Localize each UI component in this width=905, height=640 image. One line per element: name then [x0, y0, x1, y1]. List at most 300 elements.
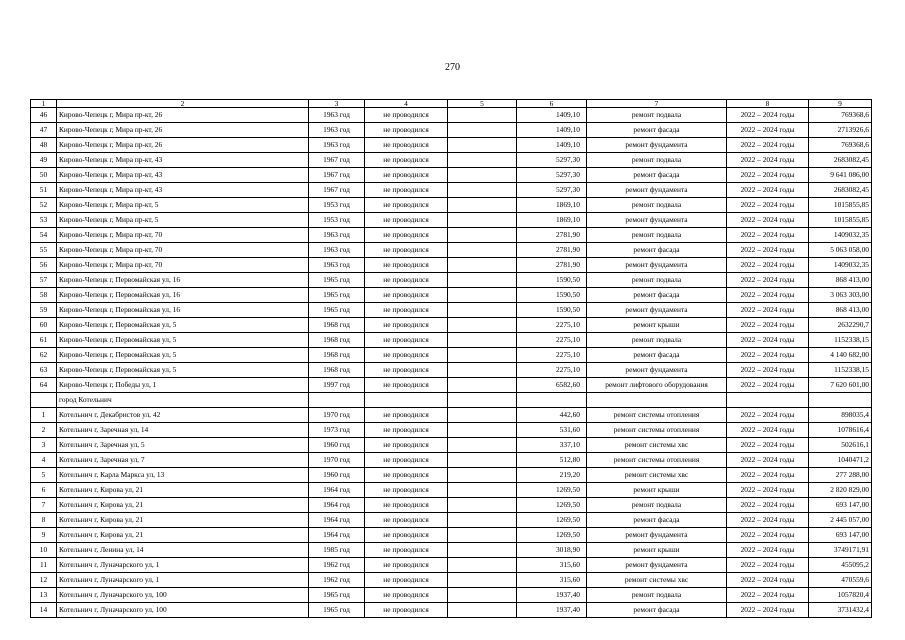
work-type-cell: ремонт фасада — [587, 603, 727, 618]
row-number-cell: 7 — [31, 498, 57, 513]
construction-year-cell: 1964 год — [309, 513, 365, 528]
construction-year-cell: 1960 год — [309, 468, 365, 483]
cost-cell: 1078616,4 — [809, 423, 872, 438]
area-cell: 6582,60 — [517, 378, 587, 393]
construction-year-cell: 1997 год — [309, 378, 365, 393]
period-cell: 2022 – 2024 годы — [727, 198, 809, 213]
address-cell: Кирово-Чепецк г, Мира пр-кт, 43 — [57, 153, 309, 168]
col-5-cell — [448, 228, 517, 243]
col-5-cell — [448, 558, 517, 573]
work-type-cell: ремонт подвала — [587, 228, 727, 243]
last-repair-cell: не проводился — [365, 543, 448, 558]
col-5-cell — [448, 333, 517, 348]
row-number-cell: 63 — [31, 363, 57, 378]
table-row — [31, 438, 872, 453]
period-cell: 2022 – 2024 годы — [727, 468, 809, 483]
construction-year-cell: 1967 год — [309, 183, 365, 198]
area-cell: 1590,50 — [517, 288, 587, 303]
section-header-row — [31, 393, 872, 408]
area-cell: 2781,90 — [517, 258, 587, 273]
table-row — [31, 273, 872, 288]
construction-year-cell: 1968 год — [309, 363, 365, 378]
work-type-cell: ремонт подвала — [587, 198, 727, 213]
row-number-cell: 8 — [31, 513, 57, 528]
col-5-cell — [448, 543, 517, 558]
area-cell: 219,20 — [517, 468, 587, 483]
address-cell: Кирово-Чепецк г, Мира пр-кт, 43 — [57, 168, 309, 183]
cost-cell: 693 147,00 — [809, 498, 872, 513]
work-type-cell: ремонт подвала — [587, 333, 727, 348]
construction-year-cell: 1963 год — [309, 258, 365, 273]
construction-year-cell: 1960 год — [309, 438, 365, 453]
last-repair-cell: не проводился — [365, 303, 448, 318]
period-cell: 2022 – 2024 годы — [727, 348, 809, 363]
cost-cell: 2 820 829,00 — [809, 483, 872, 498]
table-row — [31, 378, 872, 393]
row-number-cell: 64 — [31, 378, 57, 393]
cost-cell: 1015855,85 — [809, 198, 872, 213]
work-type-cell: ремонт подвала — [587, 108, 727, 123]
area-cell: 2275,10 — [517, 363, 587, 378]
col-5-cell — [448, 288, 517, 303]
work-type-cell: ремонт фундамента — [587, 258, 727, 273]
area-cell: 2781,90 — [517, 228, 587, 243]
address-cell: Котельнич г, Кирова ул, 21 — [57, 483, 309, 498]
area-cell: 315,60 — [517, 573, 587, 588]
work-type-cell: ремонт фундамента — [587, 183, 727, 198]
col-5-cell — [448, 243, 517, 258]
address-cell: Кирово-Чепецк г, Первомайская ул, 5 — [57, 348, 309, 363]
col-5-cell — [448, 123, 517, 138]
area-cell: 2275,10 — [517, 318, 587, 333]
work-type-cell: ремонт системы отопления — [587, 408, 727, 423]
row-number-cell: 52 — [31, 198, 57, 213]
cost-cell: 1040471,2 — [809, 453, 872, 468]
period-cell: 2022 – 2024 годы — [727, 498, 809, 513]
period-cell: 2022 – 2024 годы — [727, 273, 809, 288]
table-row — [31, 168, 872, 183]
work-type-cell: ремонт фундамента — [587, 138, 727, 153]
period-cell: 2022 – 2024 годы — [727, 603, 809, 618]
construction-year-cell: 1965 год — [309, 603, 365, 618]
work-type-cell: ремонт фасада — [587, 348, 727, 363]
construction-year-cell: 1970 год — [309, 453, 365, 468]
cost-cell: 2 445 057,00 — [809, 513, 872, 528]
table-row — [31, 303, 872, 318]
table-row — [31, 603, 872, 618]
period-cell: 2022 – 2024 годы — [727, 258, 809, 273]
address-cell: Кирово-Чепецк г, Мира пр-кт, 43 — [57, 183, 309, 198]
last-repair-cell: не проводился — [365, 213, 448, 228]
work-type-cell: ремонт системы хвс — [587, 438, 727, 453]
period-cell: 2022 – 2024 годы — [727, 243, 809, 258]
work-type-cell: ремонт фасада — [587, 243, 727, 258]
construction-year-cell: 1968 год — [309, 318, 365, 333]
table-row — [31, 513, 872, 528]
period-cell: 2022 – 2024 годы — [727, 408, 809, 423]
area-cell: 1269,50 — [517, 528, 587, 543]
construction-year-cell: 1964 год — [309, 483, 365, 498]
construction-year-cell: 1965 год — [309, 288, 365, 303]
period-cell: 2022 – 2024 годы — [727, 138, 809, 153]
period-cell: 2022 – 2024 годы — [727, 363, 809, 378]
work-type-cell: ремонт фасада — [587, 513, 727, 528]
address-cell: Кирово-Чепецк г, Мира пр-кт, 5 — [57, 213, 309, 228]
work-type-cell: ремонт системы отопления — [587, 453, 727, 468]
period-cell: 2022 – 2024 годы — [727, 573, 809, 588]
construction-year-cell: 1963 год — [309, 228, 365, 243]
period-cell: 2022 – 2024 годы — [727, 288, 809, 303]
last-repair-cell: не проводился — [365, 453, 448, 468]
cost-cell: 868 413,00 — [809, 303, 872, 318]
work-type-cell: ремонт фундамента — [587, 363, 727, 378]
last-repair-cell: не проводился — [365, 108, 448, 123]
period-cell: 2022 – 2024 годы — [727, 108, 809, 123]
period-cell: 2022 – 2024 годы — [727, 168, 809, 183]
work-type-cell: ремонт крыши — [587, 483, 727, 498]
construction-year-cell: 1964 год — [309, 498, 365, 513]
row-number-cell: 6 — [31, 483, 57, 498]
table-row — [31, 123, 872, 138]
row-number-cell: 50 — [31, 168, 57, 183]
row-number-cell: 51 — [31, 183, 57, 198]
area-cell: 1269,50 — [517, 483, 587, 498]
construction-year-cell: 1953 год — [309, 213, 365, 228]
construction-year-cell: 1962 год — [309, 573, 365, 588]
address-cell: Кирово-Чепецк г, Мира пр-кт, 5 — [57, 198, 309, 213]
address-cell: Кирово-Чепецк г, Первомайская ул, 16 — [57, 273, 309, 288]
col-5-cell — [448, 303, 517, 318]
table-row — [31, 333, 872, 348]
row-number-cell: 61 — [31, 333, 57, 348]
last-repair-cell: не проводился — [365, 408, 448, 423]
column-number-1: 1 — [31, 100, 57, 108]
col-5-cell — [448, 588, 517, 603]
address-cell: Котельнич г, Заречная ул, 5 — [57, 438, 309, 453]
construction-year-cell: 1967 год — [309, 168, 365, 183]
address-cell: Кирово-Чепецк г, Первомайская ул, 5 — [57, 333, 309, 348]
cost-cell: 769368,6 — [809, 138, 872, 153]
section-title: город Котельнич — [57, 393, 309, 408]
cost-cell: 1152338,15 — [809, 363, 872, 378]
col-5-cell — [448, 168, 517, 183]
area-cell: 1409,10 — [517, 108, 587, 123]
row-number-cell: 13 — [31, 588, 57, 603]
address-cell: Котельнич г, Ленина ул, 14 — [57, 543, 309, 558]
work-type-cell: ремонт подвала — [587, 153, 727, 168]
work-type-cell: ремонт системы хвс — [587, 468, 727, 483]
area-cell: 3018,90 — [517, 543, 587, 558]
row-number-cell: 53 — [31, 213, 57, 228]
last-repair-cell: не проводился — [365, 243, 448, 258]
address-cell: Кирово-Чепецк г, Первомайская ул, 5 — [57, 318, 309, 333]
row-number-cell: 9 — [31, 528, 57, 543]
cost-cell: 1409032,35 — [809, 258, 872, 273]
col-5-cell — [448, 153, 517, 168]
column-number-7: 7 — [587, 100, 727, 108]
area-cell: 442,60 — [517, 408, 587, 423]
address-cell: Котельнич г, Луначарского ул, 100 — [57, 603, 309, 618]
col-5-cell — [448, 498, 517, 513]
work-type-cell: ремонт фундамента — [587, 213, 727, 228]
last-repair-cell: не проводился — [365, 168, 448, 183]
area-cell: 1869,10 — [517, 213, 587, 228]
table-row — [31, 498, 872, 513]
period-cell: 2022 – 2024 годы — [727, 558, 809, 573]
last-repair-cell: не проводился — [365, 588, 448, 603]
area-cell: 315,60 — [517, 558, 587, 573]
cost-cell: 2683082,45 — [809, 183, 872, 198]
area-cell: 1937,40 — [517, 588, 587, 603]
area-cell: 1937,40 — [517, 603, 587, 618]
address-cell: Котельнич г, Декабристов ул, 42 — [57, 408, 309, 423]
table-row — [31, 558, 872, 573]
address-cell: Котельнич г, Кирова ул, 21 — [57, 513, 309, 528]
col-5-cell — [448, 483, 517, 498]
address-cell: Котельнич г, Заречная ул, 14 — [57, 423, 309, 438]
work-type-cell: ремонт фундамента — [587, 528, 727, 543]
col-5-cell — [448, 318, 517, 333]
table-row — [31, 243, 872, 258]
period-cell: 2022 – 2024 годы — [727, 333, 809, 348]
table-row — [31, 258, 872, 273]
area-cell: 1590,50 — [517, 303, 587, 318]
row-number-cell: 5 — [31, 468, 57, 483]
row-number-cell: 3 — [31, 438, 57, 453]
work-type-cell: ремонт лифтового оборудования — [587, 378, 727, 393]
cost-cell: 898035,4 — [809, 408, 872, 423]
col-5-cell — [448, 603, 517, 618]
last-repair-cell: не проводился — [365, 333, 448, 348]
work-type-cell: ремонт подвала — [587, 498, 727, 513]
table-row — [31, 183, 872, 198]
section-header-spacer — [448, 393, 517, 408]
period-cell: 2022 – 2024 годы — [727, 378, 809, 393]
cost-cell: 4 140 682,00 — [809, 348, 872, 363]
table-row — [31, 408, 872, 423]
last-repair-cell: не проводился — [365, 123, 448, 138]
last-repair-cell: не проводился — [365, 378, 448, 393]
period-cell: 2022 – 2024 годы — [727, 213, 809, 228]
column-number-2: 2 — [57, 100, 309, 108]
address-cell: Котельнич г, Луначарского ул, 1 — [57, 558, 309, 573]
last-repair-cell: не проводился — [365, 558, 448, 573]
construction-year-cell: 1963 год — [309, 123, 365, 138]
period-cell: 2022 – 2024 годы — [727, 528, 809, 543]
row-number-cell: 1 — [31, 408, 57, 423]
cost-cell: 3731432,4 — [809, 603, 872, 618]
last-repair-cell: не проводился — [365, 198, 448, 213]
work-type-cell: ремонт подвала — [587, 273, 727, 288]
table-row — [31, 588, 872, 603]
cost-cell: 1409032,35 — [809, 228, 872, 243]
cost-cell: 693 147,00 — [809, 528, 872, 543]
cost-cell: 1152338,15 — [809, 333, 872, 348]
row-number-cell: 58 — [31, 288, 57, 303]
cost-cell: 2683082,45 — [809, 153, 872, 168]
construction-year-cell: 1970 год — [309, 408, 365, 423]
period-cell: 2022 – 2024 годы — [727, 318, 809, 333]
cost-cell: 3 063 303,00 — [809, 288, 872, 303]
address-cell: Кирово-Чепецк г, Победы ул, 1 — [57, 378, 309, 393]
row-number-cell: 46 — [31, 108, 57, 123]
address-cell: Кирово-Чепецк г, Мира пр-кт, 26 — [57, 138, 309, 153]
table-row — [31, 213, 872, 228]
col-5-cell — [448, 348, 517, 363]
construction-year-cell: 1968 год — [309, 348, 365, 363]
address-cell: Котельнич г, Кирова ул, 21 — [57, 498, 309, 513]
table-row — [31, 138, 872, 153]
row-number-cell: 57 — [31, 273, 57, 288]
period-cell: 2022 – 2024 годы — [727, 543, 809, 558]
cost-cell: 2713926,6 — [809, 123, 872, 138]
work-type-cell: ремонт крыши — [587, 318, 727, 333]
address-cell: Кирово-Чепецк г, Мира пр-кт, 70 — [57, 243, 309, 258]
column-number-3: 3 — [309, 100, 365, 108]
period-cell: 2022 – 2024 годы — [727, 438, 809, 453]
area-cell: 512,80 — [517, 453, 587, 468]
table-row — [31, 573, 872, 588]
row-number-cell: 56 — [31, 258, 57, 273]
address-cell: Кирово-Чепецк г, Первомайская ул, 5 — [57, 363, 309, 378]
last-repair-cell: не проводился — [365, 138, 448, 153]
address-cell: Кирово-Чепецк г, Мира пр-кт, 70 — [57, 258, 309, 273]
column-number-8: 8 — [727, 100, 809, 108]
row-number-cell: 4 — [31, 453, 57, 468]
col-5-cell — [448, 363, 517, 378]
last-repair-cell: не проводился — [365, 228, 448, 243]
construction-year-cell: 1965 год — [309, 273, 365, 288]
section-header-spacer — [309, 393, 365, 408]
last-repair-cell: не проводился — [365, 573, 448, 588]
section-header-spacer — [809, 393, 872, 408]
row-number-cell: 48 — [31, 138, 57, 153]
section-header-spacer — [365, 393, 448, 408]
table-row — [31, 228, 872, 243]
address-cell: Котельнич г, Луначарского ул, 1 — [57, 573, 309, 588]
section-header-spacer — [517, 393, 587, 408]
col-5-cell — [448, 423, 517, 438]
table-row — [31, 348, 872, 363]
col-5-cell — [448, 138, 517, 153]
cost-cell: 2632290,7 — [809, 318, 872, 333]
last-repair-cell: не проводился — [365, 153, 448, 168]
section-header-spacer — [31, 393, 57, 408]
period-cell: 2022 – 2024 годы — [727, 423, 809, 438]
period-cell: 2022 – 2024 годы — [727, 123, 809, 138]
period-cell: 2022 – 2024 годы — [727, 588, 809, 603]
last-repair-cell: не проводился — [365, 603, 448, 618]
table-row — [31, 453, 872, 468]
last-repair-cell: не проводился — [365, 363, 448, 378]
construction-year-cell: 1963 год — [309, 108, 365, 123]
table-row — [31, 468, 872, 483]
cost-cell: 502616,1 — [809, 438, 872, 453]
work-type-cell: ремонт фасада — [587, 168, 727, 183]
construction-year-cell: 1973 год — [309, 423, 365, 438]
cost-cell: 1015855,85 — [809, 213, 872, 228]
table-row — [31, 528, 872, 543]
last-repair-cell: не проводился — [365, 273, 448, 288]
col-5-cell — [448, 573, 517, 588]
column-number-5: 5 — [448, 100, 517, 108]
area-cell: 2275,10 — [517, 348, 587, 363]
col-5-cell — [448, 453, 517, 468]
row-number-cell: 10 — [31, 543, 57, 558]
area-cell: 1869,10 — [517, 198, 587, 213]
last-repair-cell: не проводился — [365, 468, 448, 483]
last-repair-cell: не проводился — [365, 513, 448, 528]
column-number-9: 9 — [809, 100, 872, 108]
register-table — [30, 99, 872, 618]
row-number-cell: 55 — [31, 243, 57, 258]
table-row — [31, 363, 872, 378]
row-number-cell: 49 — [31, 153, 57, 168]
area-cell: 2781,90 — [517, 243, 587, 258]
table-row — [31, 423, 872, 438]
col-5-cell — [448, 438, 517, 453]
row-number-cell: 62 — [31, 348, 57, 363]
work-type-cell: ремонт фундамента — [587, 303, 727, 318]
period-cell: 2022 – 2024 годы — [727, 183, 809, 198]
address-cell: Котельнич г, Луначарского ул, 100 — [57, 588, 309, 603]
construction-year-cell: 1967 год — [309, 153, 365, 168]
row-number-cell: 2 — [31, 423, 57, 438]
construction-year-cell: 1953 год — [309, 198, 365, 213]
table-row — [31, 153, 872, 168]
row-number-cell: 60 — [31, 318, 57, 333]
last-repair-cell: не проводился — [365, 258, 448, 273]
row-number-cell: 54 — [31, 228, 57, 243]
section-header-spacer — [587, 393, 727, 408]
work-type-cell: ремонт фундамента — [587, 558, 727, 573]
col-5-cell — [448, 408, 517, 423]
work-type-cell: ремонт системы отопления — [587, 423, 727, 438]
address-cell: Котельнич г, Карла Маркса ул, 13 — [57, 468, 309, 483]
section-header-spacer — [727, 393, 809, 408]
page-number: 270 — [445, 62, 460, 73]
construction-year-cell: 1968 год — [309, 333, 365, 348]
area-cell: 1409,10 — [517, 123, 587, 138]
col-5-cell — [448, 378, 517, 393]
cost-cell: 1057820,4 — [809, 588, 872, 603]
cost-cell: 3749171,91 — [809, 543, 872, 558]
work-type-cell: ремонт подвала — [587, 588, 727, 603]
work-type-cell: ремонт крыши — [587, 543, 727, 558]
col-5-cell — [448, 468, 517, 483]
column-number-row — [31, 100, 872, 108]
work-type-cell: ремонт системы хвс — [587, 573, 727, 588]
area-cell: 337,10 — [517, 438, 587, 453]
col-5-cell — [448, 108, 517, 123]
row-number-cell: 11 — [31, 558, 57, 573]
area-cell: 2275,10 — [517, 333, 587, 348]
address-cell: Кирово-Чепецк г, Первомайская ул, 16 — [57, 288, 309, 303]
last-repair-cell: не проводился — [365, 288, 448, 303]
address-cell: Кирово-Чепецк г, Мира пр-кт, 26 — [57, 108, 309, 123]
row-number-cell: 12 — [31, 573, 57, 588]
construction-year-cell: 1965 год — [309, 303, 365, 318]
period-cell: 2022 – 2024 годы — [727, 483, 809, 498]
address-cell: Кирово-Чепецк г, Первомайская ул, 16 — [57, 303, 309, 318]
row-number-cell: 59 — [31, 303, 57, 318]
last-repair-cell: не проводился — [365, 483, 448, 498]
table-row — [31, 288, 872, 303]
work-type-cell: ремонт фасада — [587, 123, 727, 138]
area-cell: 1409,10 — [517, 138, 587, 153]
cost-cell: 7 620 601,00 — [809, 378, 872, 393]
last-repair-cell: не проводился — [365, 438, 448, 453]
